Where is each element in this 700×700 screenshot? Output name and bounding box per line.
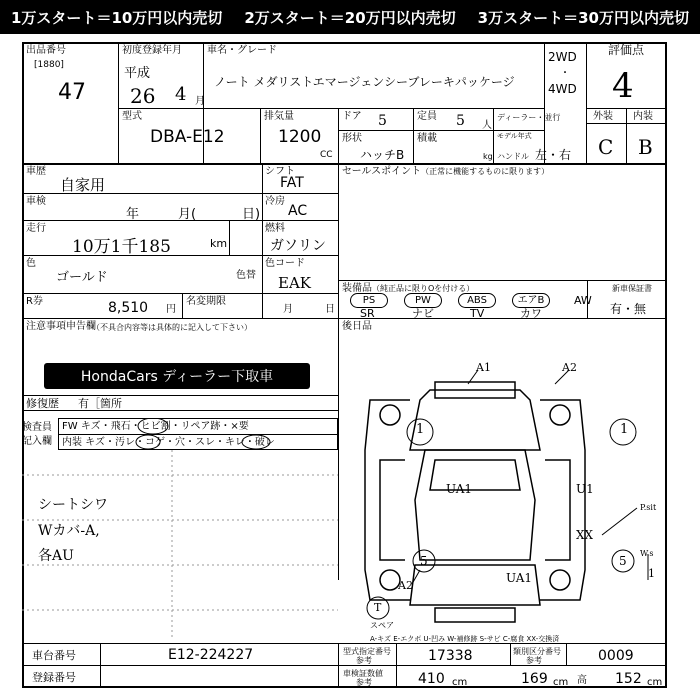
load-label: 積載 [417, 133, 437, 144]
notes-label: 注意事項申告欄 [26, 321, 96, 332]
color-change-label: 色替 [236, 270, 256, 281]
handle-label: ハンドル [497, 152, 529, 161]
diagram-legend: A-キズ E-エクボ U-凹み W-補修跡 S-サビ C-腐食 XX-交換済 [370, 635, 560, 643]
size-width-unit: cm [553, 677, 569, 688]
equip-aw: AW [574, 294, 592, 307]
model-grade: ノート メダリストエマージェンシーブレーキパッケージ [214, 75, 515, 89]
header-note-1: 1万スタート＝10万円以内売切 [11, 8, 223, 27]
mark-xx: XX [576, 528, 594, 542]
shift-value: FAT [280, 175, 304, 191]
size-height-unit: cm [647, 677, 663, 688]
fuel-value: ガソリン [270, 238, 326, 254]
mark-u1-right: U1 [576, 482, 594, 496]
header-note-3: 3万スタート＝30万円以内売切 [477, 8, 689, 27]
spec-code-label: 型式指定番号 [343, 647, 391, 656]
category-code-sub: 参考 [526, 656, 542, 665]
equip-leather: カワ [520, 307, 542, 320]
mark-pillar: P.sit [640, 503, 657, 512]
score-value: 4 [612, 66, 634, 106]
equip-navi: ナビ [412, 307, 434, 320]
handwritten-line-1: シートシワ [38, 497, 108, 513]
capacity-value: 5 [456, 113, 465, 129]
name-change-day-unit: 日 [325, 304, 335, 315]
inspector-label-2: 記入欄 [22, 436, 52, 447]
type-value: DBA-E12 [150, 127, 225, 147]
category-code-label: 類別区分番号 [513, 647, 561, 656]
mark-left-front: 1 [416, 422, 425, 437]
equip-ps: PS [350, 293, 388, 308]
lot-number: 47 [58, 80, 86, 105]
inspection-day-unit: 日) [242, 207, 261, 222]
inspector-label-1: 検査員 [22, 422, 52, 433]
score-int: B [638, 135, 653, 159]
size-width: 169 [521, 671, 548, 687]
name-change-label: 名変期限 [186, 296, 226, 307]
name-change-month-unit: 月 [283, 304, 293, 315]
lot-label: 出品番号 [26, 45, 66, 56]
inspection-year-unit: 年 [126, 207, 140, 222]
registration-year: 26 [130, 84, 156, 108]
mark-ws-value: 1 [648, 567, 655, 580]
plate-label: 登録番号 [32, 671, 76, 684]
drive-dot: ・ [560, 68, 570, 79]
chassis-label: 車台番号 [32, 649, 76, 662]
chassis-value: E12-224227 [168, 647, 254, 663]
equip-airbag: エアB [512, 293, 550, 308]
mileage-value: 10万1千185 [72, 237, 171, 257]
displacement-unit: CC [320, 150, 333, 160]
body-label: 形状 [342, 133, 362, 144]
handwritten-line-3: 各AU [38, 548, 74, 564]
dealer-label: ディーラー・並行 [497, 113, 561, 122]
color-value: ゴールド [56, 270, 108, 285]
mark-a2-rear: A2 [398, 579, 413, 592]
size-height-label: 高 [577, 675, 587, 686]
inspector-circles [58, 418, 338, 450]
modelyear-label: モデル年式 [497, 132, 532, 140]
lot-code: [1880] [34, 60, 64, 70]
mark-5-left: 5 [420, 554, 428, 568]
capacity-label: 定員 [417, 111, 437, 122]
size-label: 車検証数値 [343, 669, 383, 678]
warranty-value: 有・無 [610, 302, 647, 316]
fuel-label: 燃料 [265, 223, 285, 234]
ac-value: AC [288, 203, 308, 219]
color-code-label: 色コード [265, 258, 305, 269]
size-length: 410 [418, 671, 445, 687]
sales-point-label: セールスポイント（正常に機能するものに限ります） [342, 166, 550, 177]
equip-abs: ABS [458, 293, 496, 308]
mark-right-front: 1 [620, 422, 629, 437]
dealer-banner: HondaCars ディーラー下取車 [44, 363, 310, 389]
registration-month: 4 [175, 84, 187, 105]
recycle-label: R券 [26, 296, 43, 307]
inspection-label: 車検 [26, 196, 46, 207]
displacement-label: 排気量 [264, 111, 294, 122]
capacity-unit: 人 [482, 120, 492, 131]
score-int-label: 内装 [633, 111, 653, 122]
mark-ua1-rear: UA1 [506, 571, 533, 585]
repair-label: 後日品 [342, 321, 372, 332]
registration-month-unit: 月 [195, 96, 205, 107]
size-sub: 参考 [356, 678, 372, 687]
equip-sr: SR [360, 307, 375, 320]
load-unit: kg [483, 152, 493, 161]
shift-label: シフト [265, 166, 295, 177]
rework-label: 修復歴 [26, 397, 59, 410]
color-label: 色 [26, 258, 36, 269]
body-value: ハッチB [360, 148, 405, 162]
mileage-unit: km [210, 237, 228, 250]
notes-sub: （不具合内容等は具体的に記入して下さい） [92, 323, 252, 332]
score-ext: C [598, 135, 614, 159]
model-label: 車名・グレード [207, 45, 277, 56]
registration-era: 平成 [124, 66, 151, 81]
drive-4wd: 4WD [548, 82, 577, 96]
score-label: 評価点 [608, 43, 645, 57]
recycle-value: 8,510 [108, 300, 149, 316]
spec-code-value: 17338 [428, 648, 473, 664]
rework-value: 有［箇所 [78, 397, 122, 410]
inspection-month-unit: 月( [178, 207, 197, 222]
mark-ws: W.s [640, 549, 654, 558]
mileage-label: 走行 [26, 223, 46, 234]
header-bar [0, 0, 700, 34]
mark-5-right: 5 [619, 554, 627, 568]
color-code: EAK [278, 274, 311, 292]
registration-label: 初度登録年月 [122, 45, 182, 56]
equip-pw: PW [404, 293, 442, 308]
handle-value: 左・右 [535, 148, 572, 162]
equip-tv: TV [470, 307, 485, 320]
ac-label: 冷房 [265, 196, 285, 207]
doors-value: 5 [378, 113, 387, 129]
mark-a2-front: A2 [562, 361, 577, 374]
category-code-value: 0009 [598, 648, 634, 664]
score-ext-label: 外装 [593, 111, 613, 122]
car-damage-diagram [340, 360, 665, 645]
spare-label: スペア [370, 621, 394, 630]
handwritten-line-2: Wカバ-A, [38, 523, 100, 539]
recycle-unit: 円 [166, 304, 176, 315]
equipment-label: 装備品（純正品に限りOを付ける） [342, 283, 475, 294]
inspector-row-2: 内装 キズ・汚レ・コゲ・穴・スレ・キレ・破レ [62, 437, 275, 448]
size-height: 152 [615, 671, 642, 687]
size-length-unit: cm [452, 677, 468, 688]
inspector-row-1: FW キズ・飛石・ヒビ割・リペア跡・×要 [62, 421, 249, 432]
usage-value: 自家用 [60, 176, 106, 194]
header-note-2: 2万スタート＝20万円以内売切 [244, 8, 456, 27]
spec-code-sub: 参考 [356, 656, 372, 665]
usage-label: 車歴 [26, 166, 46, 177]
mark-a1-front: A1 [476, 361, 491, 374]
drive-2wd: 2WD [548, 50, 577, 64]
mark-spare-t: T [374, 601, 382, 614]
displacement-value: 1200 [278, 127, 322, 147]
doors-label: ドア [342, 111, 362, 122]
type-label: 型式 [122, 111, 142, 122]
mark-ua1-left: UA1 [446, 482, 473, 496]
warranty-label: 新車保証書 [612, 284, 652, 293]
